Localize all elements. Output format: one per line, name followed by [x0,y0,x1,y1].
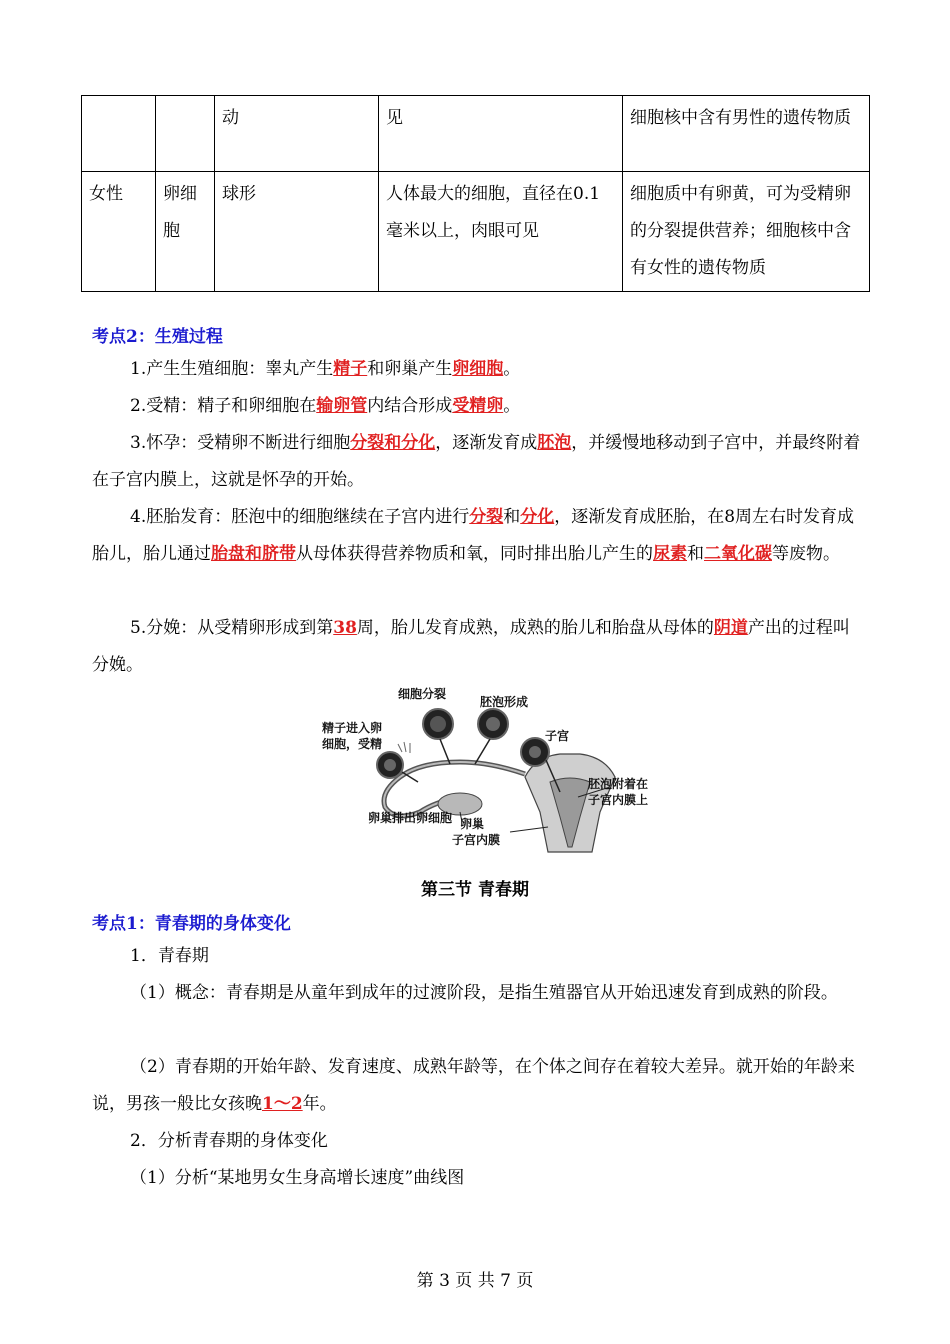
answer-blank: 二氧化碳 [704,544,772,564]
paragraph: （1）概念：青春期是从童年到成年的过渡阶段，是指生殖器官从开始迅速发育到成熟的阶段。 [130,983,838,1003]
paragraph: 4.胚胎发育：胚泡中的细胞继续在子宫内进行分裂和分化，逐渐发育成胚胎，在8周左右时发育成胎儿，胎儿通过胎盘和脐带从母体获得营养物质和氧，同时排出胎儿产生的尿素和二氧化碳等废物。 [92,507,855,564]
table-cell: 细胞质中有卵黄，可为受精卵的分裂提供营养；细胞核中含有女性的遗传物质 [623,172,870,292]
figure-label: 细胞，受精 [322,737,383,751]
figure-label: 精子进入卵 [322,721,383,735]
reproduction-figure [310,682,670,862]
answer-blank: 精子 [333,359,368,379]
figure-label: 子宫 [545,729,570,743]
table-cell: 动 [215,96,379,172]
blastocyst-inner [486,717,500,731]
pointer-line [510,827,548,832]
gamete-table [81,95,870,292]
answer-blank: 胎盘和脐带 [211,544,296,564]
answer-blank: 卵细胞 [452,359,504,379]
answer-blank: 尿素 [653,544,687,564]
figure-label: 卵巢排出卵细胞 [368,811,453,825]
paragraph: 1.产生生殖细胞：睾丸产生精子和卵巢产生卵细胞。 [130,359,521,379]
table-row [82,172,870,292]
table-cell [156,96,215,172]
table-cell: 卵细胞 [156,172,215,292]
cell-division-inner [430,716,446,732]
figure-label: 子宫内膜上 [588,793,649,807]
page-footer: 第 3 页 共 7 页 [416,1271,534,1291]
table-cell: 球形 [215,172,379,292]
subheading: 1．青春期 [130,946,209,966]
figure-label: 细胞分裂 [398,687,447,701]
implantation-inner [529,746,541,758]
table-cell: 细胞核中含有男性的遗传物质 [623,96,870,172]
table-cell: 人体最大的细胞，直径在0.1毫米以上，肉眼可见 [379,172,623,292]
figure-label: 胚泡附着在 [588,777,649,791]
table-row [82,96,870,172]
paragraph: （2）青春期的开始年龄、发育速度、成熟年龄等，在个体之间存在着较大差异。就开始的年龄来说，男孩一般比女孩晚1～2年。 [92,1057,855,1114]
answer-blank: 分裂 [469,507,504,527]
paragraph: （1）分析“某地男女生身高增长速度”曲线图 [130,1168,465,1188]
fertilization-inner [384,759,396,771]
pointer-line [475,739,490,764]
section-title: 第三节 青春期 [421,880,529,900]
table-cell: 见 [379,96,623,172]
answer-blank: 分化 [520,507,555,527]
paragraph: 2.受精：精子和卵细胞在输卵管内结合形成受精卵。 [130,396,521,416]
figure-label: 胚泡形成 [480,695,529,709]
section-heading: 考点1：青春期的身体变化 [92,914,291,934]
answer-blank: 输卵管 [316,396,368,416]
figure-label: 卵巢 [460,817,485,831]
answer-blank: 胚泡 [537,433,572,453]
paragraph: 3.怀孕：受精卵不断进行细胞分裂和分化，逐渐发育成胚泡，并缓慢地移动到子宫中，并最终附着在子宫内膜上，这就是怀孕的开始。 [92,433,861,490]
answer-blank: 1～2 [262,1094,303,1114]
table-cell [82,96,156,172]
section-heading: 考点2：生殖过程 [92,327,223,347]
sperm-marks [398,742,410,753]
figure-label: 子宫内膜 [452,833,501,847]
answer-blank: 分裂和分化 [350,433,436,453]
paragraph: 5.分娩：从受精卵形成到第38周，胎儿发育成熟，成熟的胎儿和胎盘从母体的阴道产出的过程叫分娩。 [92,618,850,675]
answer-blank: 受精卵 [452,396,504,416]
answer-blank: 38 [333,618,357,638]
table-cell: 女性 [82,172,156,292]
subheading: 2．分析青春期的身体变化 [130,1131,328,1151]
answer-blank: 阴道 [713,618,748,638]
